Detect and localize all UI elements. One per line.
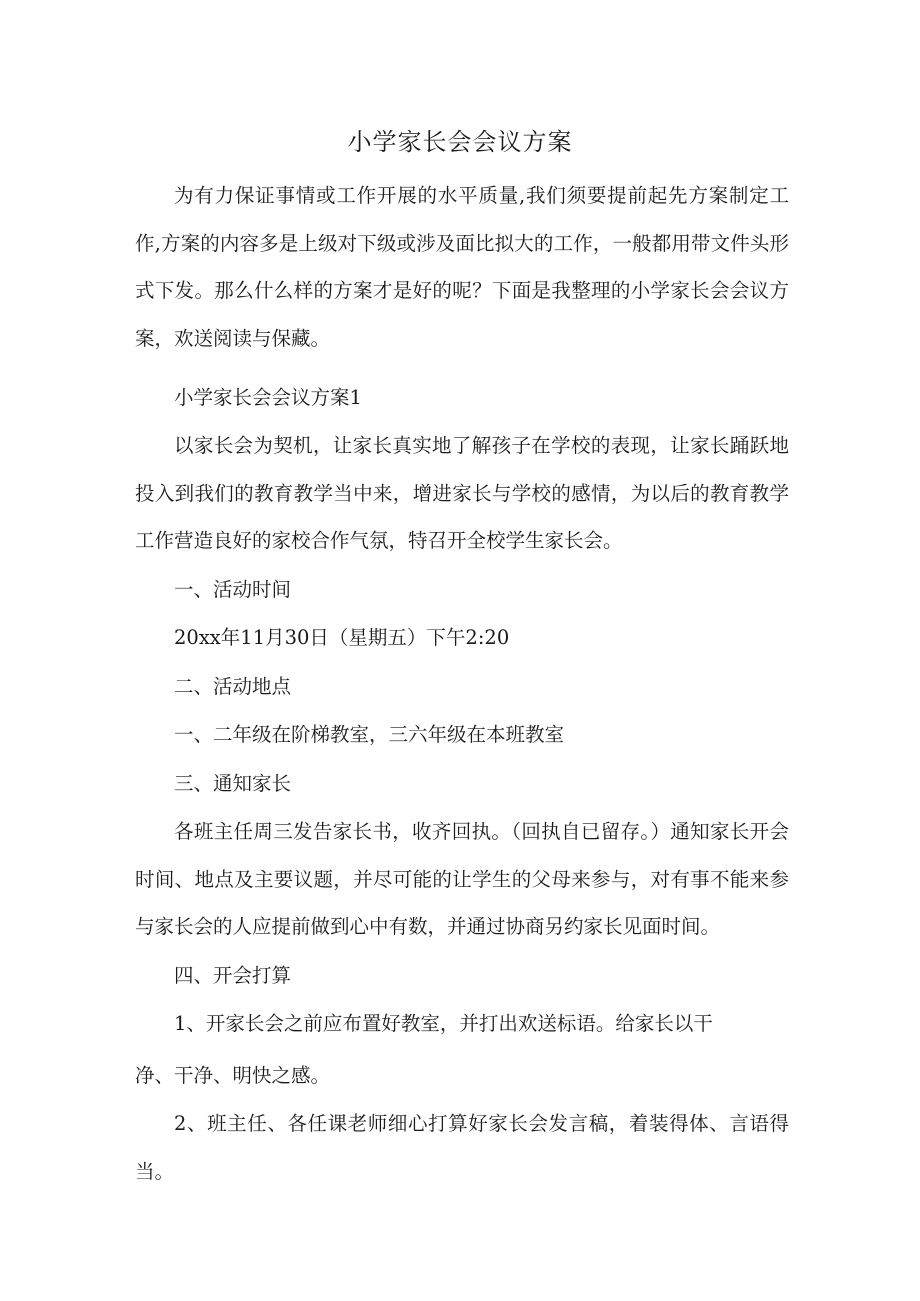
intro-paragraph: 为有力保证事情或工作开展的水平质量,我们须要提前起先方案制定工作,方案的内容多是上级对下级或涉及面比拟大的工作，一般都用带文件头形式下发。那么什么样的方案才是好的呢？下面是我整理的小学家长会会议方案，欢送阅读与保藏。 (135, 184, 789, 350)
plan-item-1-line-2: 净、干净、明快之感。 (135, 1064, 331, 1087)
heading-meeting-plan: 四、开会打算 (174, 964, 292, 987)
notify-paragraph: 各班主任周三发告家长书，收齐回执。（回执自已留存。）通知家长开会时间、地点及主要议题，并尽可能的让学生的父母来参与，对有事不能来参与家长会的人应提前做到心中有数，并通过协商另约家长见面时间。 (135, 820, 789, 938)
activity-time-value: 20xx年11月30日（星期五）下午2:20 (174, 626, 510, 649)
heading-activity-time: 一、活动时间 (174, 578, 292, 601)
heading-notify-parents: 三、通知家长 (174, 772, 292, 795)
heading-activity-place: 二、活动地点 (174, 675, 292, 698)
plan-item-2-paragraph: 2、班主任、各任课老师细心打算好家长会发言稿，着装得体、言语得当。 (135, 1112, 789, 1183)
plan-item-1-line-1: 1、开家长会之前应布置好教室，并打出欢送标语。给家长以干 (174, 1012, 713, 1035)
activity-place-value: 一、二年级在阶梯教室，三六年级在本班教室 (174, 723, 565, 746)
section-intro-paragraph: 以家长会为契机，让家长真实地了解孩子在学校的表现，让家长踊跃地投入到我们的教育教学当中来，增进家长与学校的感情，为以后的教育教学工作营造良好的家校合作气氛，特召开全校学生家长会。 (135, 434, 789, 552)
document-title: 小学家长会会议方案 (347, 128, 573, 156)
section-heading: 小学家长会会议方案1 (174, 386, 362, 409)
